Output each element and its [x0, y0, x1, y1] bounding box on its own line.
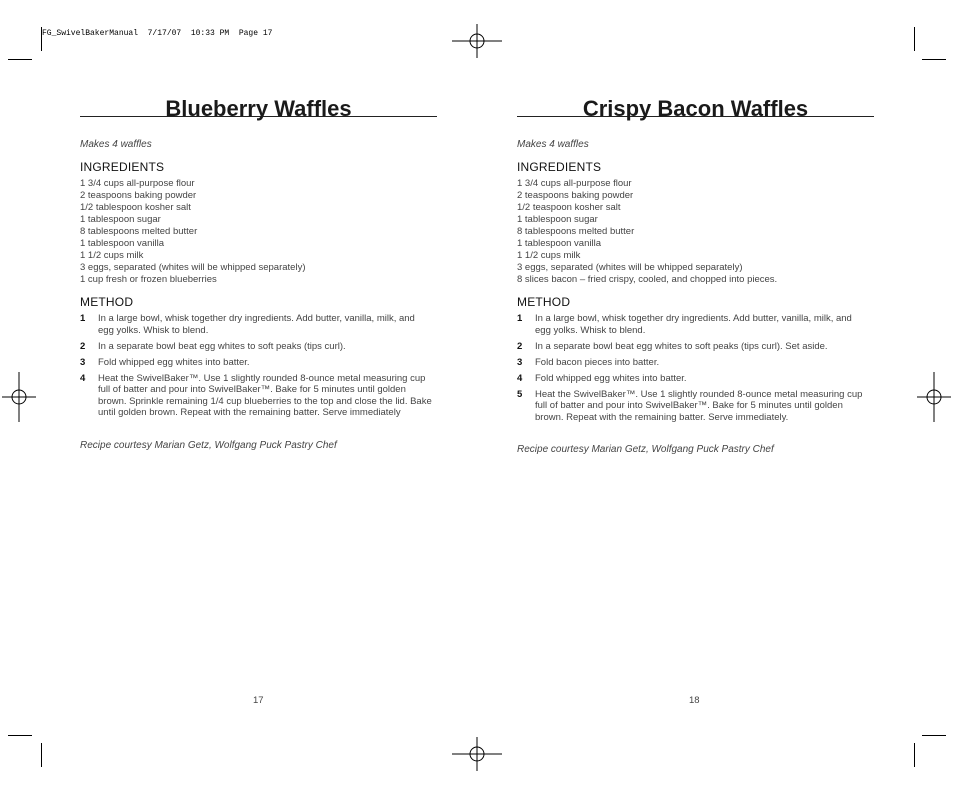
step-number: 2 — [80, 340, 86, 352]
ingredient-item: 3 eggs, separated (whites will be whipped separately) — [80, 262, 306, 273]
ingredient-item: 1/2 teaspoon kosher salt — [517, 202, 621, 213]
ingredient-item: 1 tablespoon sugar — [517, 214, 598, 225]
ingredient-item: 2 teaspoons baking powder — [80, 190, 197, 201]
registration-mark-bottom-icon — [452, 737, 502, 771]
ingredient-item: 2 teaspoons baking powder — [517, 190, 634, 201]
step-text: Fold whipped egg whites into batter. — [98, 356, 250, 368]
recipe-page-right — [517, 96, 874, 455]
ingredient-item: 3 eggs, separated (whites will be whipped separately) — [517, 262, 743, 273]
ingredient-item: 1 3/4 cups all-purpose flour — [80, 178, 195, 189]
recipe-yield: Makes 4 waffles — [80, 139, 152, 150]
step-number: 1 — [517, 313, 523, 324]
method-step — [80, 341, 437, 353]
step-text: In a separate bowl beat egg whites to soft peaks (tips curl). Set aside. — [535, 340, 828, 352]
method-heading: METHOD — [80, 295, 134, 309]
step-text: Heat the SwivelBaker™. Use 1 slightly rounded 8-ounce metal measuring cup full of batter and pour into SwivelBaker™. Bake for 5 minutes until golden brown. Sprinkle remaining 1/4 cup blueberries to the top and close the lid. Bake until golden brown. Repeat with the remaining batter. Serve immediately — [98, 372, 432, 418]
method-step — [517, 389, 874, 424]
ingredient-item: 1 tablespoon sugar — [80, 214, 161, 225]
recipe-credit: Recipe courtesy Marian Getz, Wolfgang Puck Pastry Chef — [517, 444, 774, 455]
recipe-title: Crispy Bacon Waffles — [517, 96, 874, 117]
recipe-yield: Makes 4 waffles — [517, 139, 589, 150]
registration-mark-top-icon — [452, 24, 502, 58]
registration-mark-left-icon — [2, 372, 36, 422]
step-text: In a separate bowl beat egg whites to soft peaks (tips curl). — [98, 340, 346, 352]
step-number: 4 — [80, 372, 86, 384]
method-step — [80, 373, 437, 419]
ingredient-item: 1 tablespoon vanilla — [80, 238, 164, 249]
ingredient-item: 1 1/2 cups milk — [517, 250, 581, 261]
recipe-title: Blueberry Waffles — [80, 96, 437, 117]
step-text: Fold whipped egg whites into batter. — [535, 372, 687, 384]
recipe-page-left — [80, 96, 437, 451]
method-step — [517, 373, 874, 385]
ingredient-item: 8 slices bacon – fried crispy, cooled, and chopped into pieces. — [517, 274, 778, 285]
ingredient-item: 1 cup fresh or frozen blueberries — [80, 274, 217, 285]
method-step — [517, 341, 874, 353]
ingredients-list — [80, 178, 437, 286]
method-steps — [517, 313, 874, 423]
method-step — [517, 357, 874, 369]
step-number: 5 — [517, 388, 523, 400]
method-step — [80, 357, 437, 369]
ingredients-list — [517, 178, 874, 286]
ingredient-item: 1 3/4 cups all-purpose flour — [517, 178, 632, 189]
step-text: In a large bowl, whisk together dry ingredients. Add butter, vanilla, milk, and egg yolks. Whisk to blend. — [98, 313, 415, 336]
ingredient-item: 8 tablespoons melted butter — [517, 226, 635, 237]
step-number: 2 — [517, 340, 523, 352]
ingredient-item: 1 1/2 cups milk — [80, 250, 144, 261]
step-text: In a large bowl, whisk together dry ingredients. Add butter, vanilla, milk, and egg yolks. Whisk to blend. — [535, 313, 852, 336]
method-step — [80, 313, 437, 336]
method-heading: METHOD — [517, 295, 571, 309]
registration-mark-right-icon — [917, 372, 951, 422]
print-slug: FG_SwivelBakerManual 7/17/07 10:33 PM Page 17 — [42, 29, 273, 38]
step-text: Fold bacon pieces into batter. — [535, 356, 660, 368]
step-number: 3 — [517, 356, 523, 368]
step-number: 3 — [80, 356, 86, 368]
method-steps — [80, 313, 437, 419]
step-number: 1 — [80, 313, 86, 324]
ingredient-item: 1/2 tablespoon kosher salt — [80, 202, 191, 213]
step-number: 4 — [517, 372, 523, 384]
step-text: Heat the SwivelBaker™. Use 1 slightly rounded 8-ounce metal measuring cup full of batter and pour into SwivelBaker™. Bake for 5 minutes until golden brown. Repeat with the remaining batter. Serve immediately. — [535, 388, 863, 423]
page-number-right: 18 — [689, 695, 700, 706]
page-number-left: 17 — [253, 695, 264, 706]
ingredients-heading: INGREDIENTS — [80, 160, 165, 174]
ingredient-item: 1 tablespoon vanilla — [517, 238, 601, 249]
ingredients-heading: INGREDIENTS — [517, 160, 602, 174]
method-step — [517, 313, 874, 336]
ingredient-item: 8 tablespoons melted butter — [80, 226, 198, 237]
recipe-credit: Recipe courtesy Marian Getz, Wolfgang Puck Pastry Chef — [80, 439, 337, 451]
